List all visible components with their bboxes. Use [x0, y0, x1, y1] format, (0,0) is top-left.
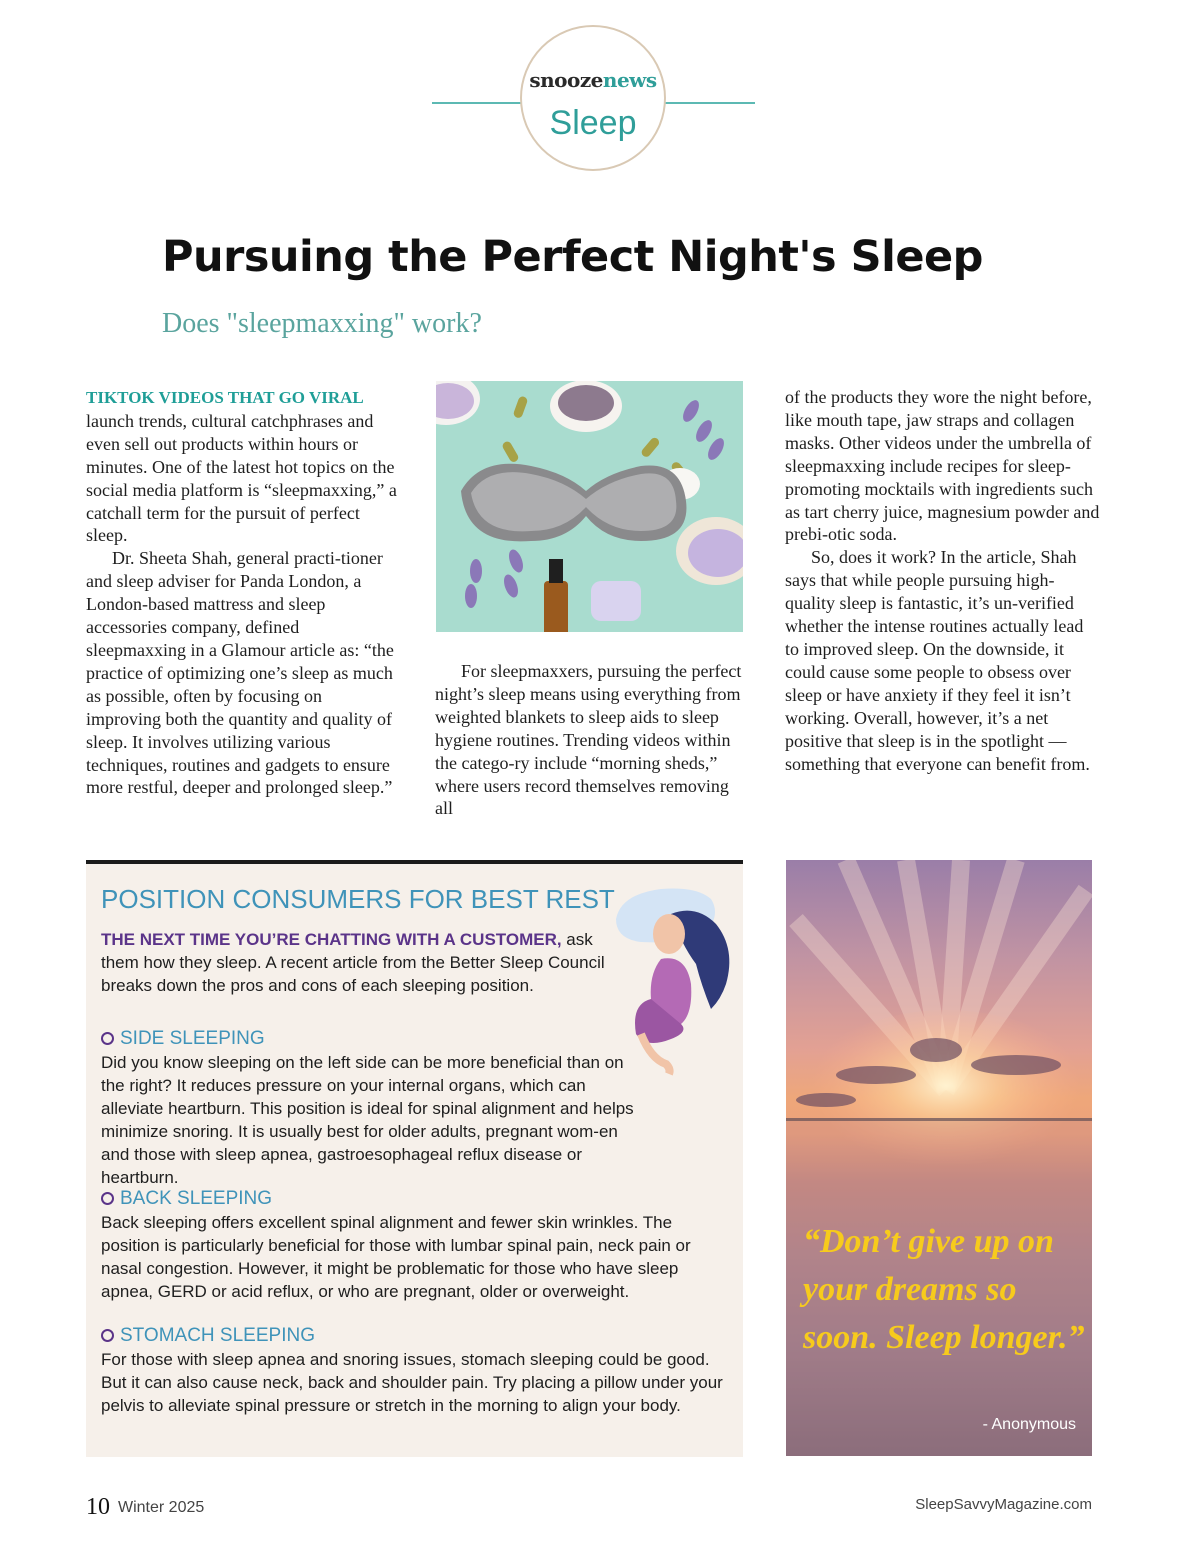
back-sleeping-section: [101, 1188, 731, 1303]
bullet-circle-icon: [101, 1192, 114, 1205]
sidebar-title: POSITION CONSUMERS FOR BEST REST: [101, 884, 615, 914]
section-heading: [101, 1325, 731, 1347]
brand-part-1: snooze: [529, 68, 603, 92]
paragraph: Dr. Sheeta Shah, general practi-tioner and sleep adviser for Panda London, a London-based mattress and sleep accessories company, defined sleepmaxxing in a Glamour article as: “the practice of optimizing one’s sleep as much as possible, often by focusing on improving both the quantity and quality of sleep. It involves utilizing various techniques, routines and gadgets to ensure more restful, deeper and prolonged sleep.”: [86, 548, 394, 798]
page-number: 10: [86, 1494, 110, 1520]
quote-text: “Don’t give up on your dreams so soon. Sleep longer.”: [803, 1223, 1085, 1356]
sleep-positions-sidebar: [86, 860, 743, 1457]
masthead-brand: [520, 68, 666, 92]
lead-in: TIKTOK VIDEOS THAT GO VIRAL: [86, 388, 364, 407]
stomach-sleeping-section: [101, 1325, 731, 1417]
section-body: Did you know sleeping on the left side can be more beneficial than on the right? It reduces pressure on your internal organs, which can alleviate heartburn. This position is ideal for spinal alignment and helps minimize snoring. It is usually best for older adults, pregnant wom-en and those with sleep apnea, gastroesophageal reflux disease or heartburn.: [101, 1053, 634, 1187]
paragraph: of the products they wore the night before, like mouth tape, jaw straps and collagen masks. Other videos under the umbrella of sleepmaxxing include recipes for sleep-promoting mocktails with ingredients such as tart cherry juice, magnesium powder and prebi-otic soda.: [785, 387, 1100, 545]
paragraph-text: launch trends, cultural catchphrases and even sell out products within hours or minutes. One of the latest hot topics on the social media platform is “sleepmaxxing,” a catchall term for the pursuit of perfect sleep.: [86, 410, 397, 546]
section-heading-text: STOMACH SLEEPING: [120, 1325, 315, 1346]
section-heading: [101, 1028, 731, 1050]
sidebar-intro-text: ask them how they sleep. A recent article from the Better Sleep Council breaks down the pros and cons of each sleeping position.: [101, 930, 605, 995]
paragraph: So, does it work? In the article, Shah says that while people pursuing high-quality sleep is fantastic, it’s un-verified whether the intense routines actually lead to improved sleep. On the downside, it could cause some people to obsess over sleep or have anxiety if they feel it isn’t working. Overall, however, it’s a net positive that sleep is in the spotlight — something that everyone can benefit from.: [785, 547, 1090, 774]
bullet-circle-icon: [101, 1032, 114, 1045]
sunset-photo: [786, 860, 1092, 1456]
article-column-3: [785, 386, 1100, 775]
issue-label: Winter 2025: [118, 1499, 205, 1516]
website-link[interactable]: SleepSavvyMagazine.com: [915, 1496, 1092, 1513]
section-body: Back sleeping offers excellent spinal alignment and fewer skin wrinkles. The position is particularly beneficial for those with lumbar spinal pain, neck pain or nasal congestion. However, it might be problematic for those who have sleep apnea, GERD or acid reflux, or who are pregnant, older or overweight.: [101, 1213, 691, 1301]
bullet-circle-icon: [101, 1329, 114, 1342]
masthead-circle: [520, 25, 666, 171]
article-column-2: [435, 660, 745, 820]
section-label: Sleep: [549, 104, 637, 142]
article-subhead: Does "sleepmaxxing" work?: [162, 308, 482, 339]
article-column-1: [86, 386, 401, 799]
side-sleeping-section: [101, 1028, 731, 1189]
sleep-mask-photo: [436, 381, 743, 632]
sidebar-intro-lead: THE NEXT TIME YOU’RE CHATTING WITH A CUSTOMER,: [101, 930, 562, 949]
section-heading: [101, 1188, 731, 1210]
brand-part-2: news: [602, 68, 657, 92]
article-headline: Pursuing the Perfect Night's Sleep: [162, 232, 983, 282]
section-heading-text: SIDE SLEEPING: [120, 1028, 265, 1049]
paragraph: [86, 386, 401, 547]
sidebar-intro: [101, 928, 621, 997]
quote-author: - Anonymous: [982, 1416, 1076, 1433]
paragraph: For sleepmaxxers, pursuing the perfect night’s sleep means using everything from weighted blankets to sleep aids to sleep hygiene routines. Trending videos within the catego-ry include “morning sheds,” where users record themselves removing all: [435, 661, 742, 819]
section-heading-text: BACK SLEEPING: [120, 1188, 273, 1209]
section-body: For those with sleep apnea and snoring issues, stomach sleeping could be good. But it can also cause neck, back and shoulder pain. Try placing a pillow under your pelvis to alleviate spinal pressure or stretch in the morning to align your body.: [101, 1350, 723, 1415]
